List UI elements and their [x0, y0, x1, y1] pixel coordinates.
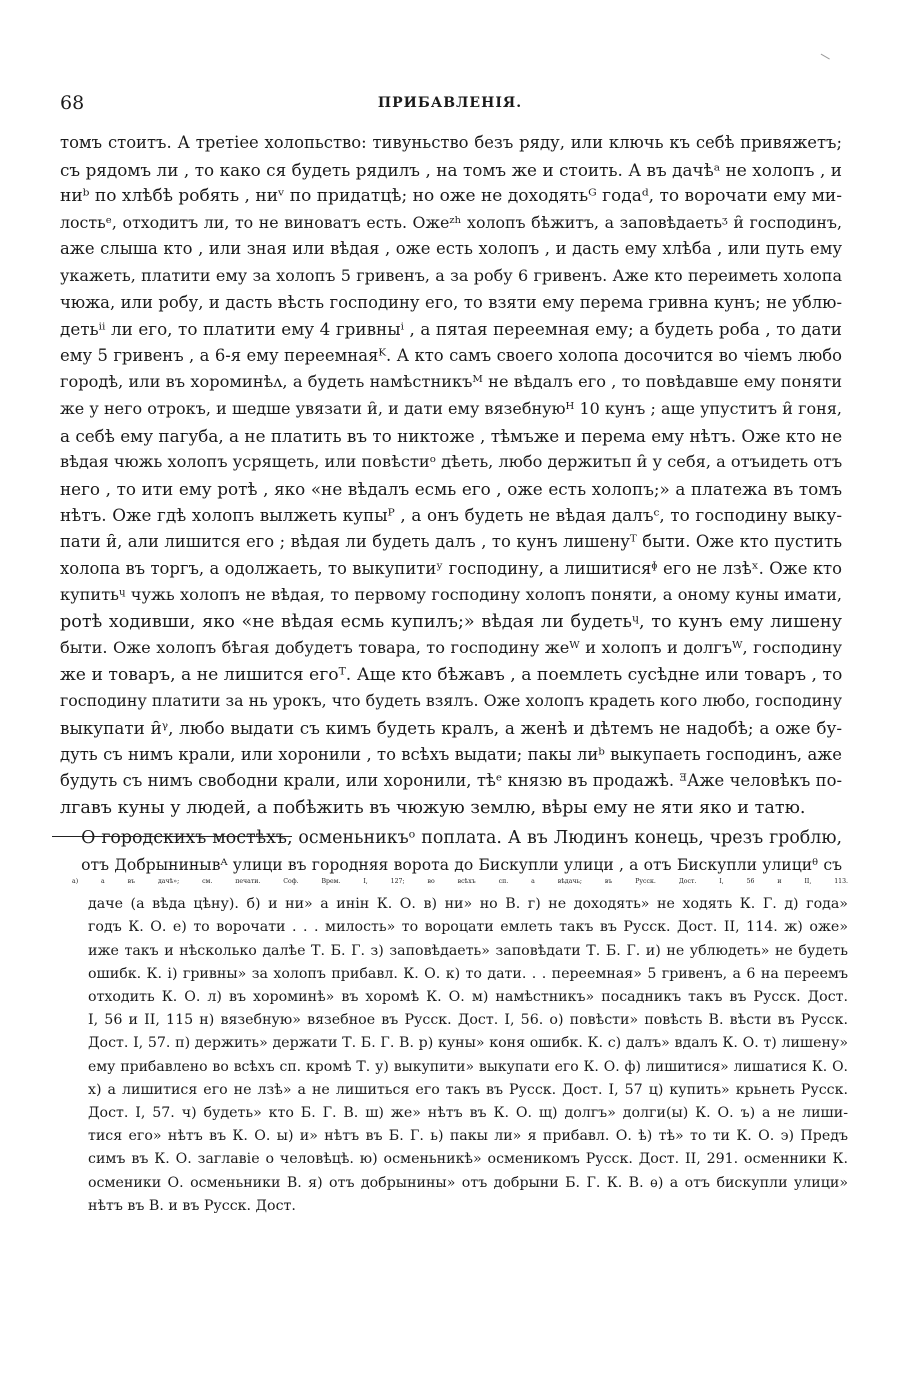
- footnote-line: Дост. І, 57. п) держить» держати Т. Б. Г. В. р) куны» коня ошибк. К. с) далъ» вдалъ К. О. т) лишену»: [88, 1035, 848, 1052]
- footnote-line: отходить К. О. л) въ хороминѣ» въ хоромѣ К. О. м) намѣстникъ» посадникъ такъ въ Русск. Дост.: [88, 989, 848, 1006]
- page-header: [60, 92, 840, 118]
- text-line: быти. Оже холопъ бѣгая добудетъ товара, то господину жеᵂ и холопъ и долгъᵂ, господину: [60, 638, 842, 658]
- text-line: купитьᶣ чужь холопъ не вѣдая, то первому господину холопъ поняти, а оному куны имати,: [60, 585, 842, 605]
- text-line: томъ стоитъ. А третіее холопьство: тивуньство безъ ряду, или ключь къ себѣ привяжетъ;: [60, 133, 842, 152]
- footnote-line: ему прибавлено во всѣхъ сп. кромѣ Т. у) выкупити» выкупати его К. О. ф) лишитися» лишатися К. О.: [88, 1058, 848, 1075]
- text-line: вѣдая чюжь холопъ усрящеть, или повѣстиᵒ дѣеть, любо держитьᴨ и̑ у себя, а отъидеть отъ: [60, 452, 843, 472]
- text-line: пати и̑, али лишится его ; вѣдая ли будеть далъ , то кунъ лишенуᵀ быти. Оже кто пустить: [60, 531, 842, 551]
- footnote-line: І, 56 и ІІ, 115 н) вязебную» вязебное въ Русск. Дост. І, 56. о) повѣсти» повѣсть В. вѣсти въ Русск.: [88, 1012, 848, 1029]
- text-line: же и товаръ, а не лишится егоᵀ. Аще кто бѣжавъ , а поемлеть сусѣдне или товаръ , то: [60, 664, 843, 685]
- footnote-line: ошибк. К. і) гривны» за холопъ прибавл. К. О. к) то дати. . . переемная» 5 гривенъ, а 6 на переемъ: [88, 965, 848, 982]
- text-line: выкупати и̑ᵞ, любо выдати съ кимъ будеть кралъ, а женѣ и дѣтемъ не надобѣ; а оже бу-: [60, 718, 842, 739]
- text-line: него , то ити ему ротѣ , яко «не вѣдалъ есмь его , оже есть холопъ;» а платежа въ томъ: [60, 478, 842, 499]
- text-line: же у него отрокъ, и шедше увязати и̑, и дати ему вязебнуюᴴ 10 кунъ ; аще упуститъ и̑ гоня,: [60, 398, 842, 418]
- text-line: дуть съ нимъ крали, или хоронили , то всѣхъ выдати; пакы лиᵇ выкупаеть господинъ, аже: [60, 744, 842, 764]
- text-line: ротѣ ходивши, яко «не вѣдая есмь купилъ;» вѣдая ли будетьᶣ, то кунъ ему лишену: [60, 611, 842, 632]
- text-line: господину платити за нь урокъ, что будеть взялъ. Оже холопъ крадеть кого любо, господину: [60, 691, 842, 711]
- footnote-divider: [52, 836, 292, 837]
- text-line: холопа въ торгъ, а одолжаеть, то выкупитиʸ господину, а лишитисяᶲ его не лзѣˣ. Оже кто: [60, 558, 842, 578]
- footnote-line: Дост. І, 57. ч) будеть» кто Б. Г. В. ш) же» нѣтъ въ К. О. щ) долгъ» долги(ы) К. О. ъ) а не лиши-: [88, 1105, 848, 1122]
- footnote-line: даче (а вѣда цѣну). б) и ни» а инін К. О. в) ни» но В. г) не доходять» не ходять К. Г. д) года»: [88, 896, 848, 913]
- paragraph-1: [60, 130, 842, 821]
- text-line: а себѣ ему пагуба, а не платить въ то никтоже , тѣмъже и перема ему нѣтъ. Оже кто не: [60, 425, 843, 446]
- footnote-line: симъ въ К. О. заглавіе о человѣцѣ. ю) осменьникѣ» осменикомъ Русск. Дост. ІІ, 291. осменники К.: [88, 1151, 848, 1168]
- text-line: отъ Добрынинывᴬ улици въ городняя ворота до Бискупли улици , а отъ Бискупли улициᶿ съ: [81, 856, 842, 875]
- text-line: ему 5 гривенъ , а 6-я ему переемнаяᴷ. А кто самъ своего холопа досочится во чіемъ любо: [60, 345, 842, 365]
- footnote-line: х) а лишитися его не лзѣ» а не лишиться его такъ въ Русск. Дост. І, 57 ц) купить» крьнеть Русск.: [88, 1081, 848, 1098]
- text-line: детьⁱⁱ ли его, то платити ему 4 гривныⁱ , а пятая переемная ему; а будеть роба , то дати: [60, 319, 842, 340]
- text-line: съ рядомъ ли , то како ся будеть рядилъ , на томъ же и стоить. А въ дачѣᵃ не холопъ , и: [60, 159, 842, 180]
- text-line: лгавъ куны у людей, а побѣжить въ чюжую землю, вѣры ему не яти яко и татю.: [60, 797, 806, 818]
- footnotes: [72, 870, 848, 1218]
- page-number: 68: [60, 92, 85, 114]
- text-line: чюжа, или робу, и дасть вѣсть господину его, то взяти ему перема гривна кунъ; не ублю-: [60, 292, 842, 312]
- text-line: ниᵇ по хлѣбѣ робять , ниᵛ по придатцѣ; но оже не доходятьᴳ годаᵈ, то ворочати ему ми-: [60, 186, 842, 207]
- text-line: О городскихъ мостѣхъ, осменьникъᵒ поплата. А въ Людинъ конець, чрезъ гроблю,: [81, 828, 842, 849]
- main-text: [60, 130, 842, 879]
- text-line: укажеть, платити ему за холопъ 5 гривенъ, а за робу 6 гривенъ. Аже кто переиметь холопа: [60, 265, 842, 285]
- footnote-line: иже такъ и нѣсколько далѣе Т. Б. Г. з) заповѣдаеть» заповѣдати Т. Б. Г. и) не ублюдеть» не будеть: [88, 942, 848, 959]
- running-title: ПРИБАВЛЕНІЯ.: [377, 95, 523, 111]
- footnote-line: а) а въ дачѣ»; см. печати. Соф. Врем. І, 127; во всѣхъ сп. а вѣдачь; въ Русск. Дост. І, 56 и ІІ, 113.: [72, 878, 848, 885]
- text-line: лостьᵉ, отходитъ ли, то не виноватъ есть. Ожеᶻʰ холопъ бѣжитъ, а заповѣдаетьᶾ и̑ господинъ,: [60, 212, 842, 232]
- text-line: аже слыша кто , или зная или вѣдая , оже есть холопъ , и дасть ему хлѣба , или путь ему: [60, 239, 842, 259]
- footnote-line: тися его» нѣтъ въ К. О. ы) и» нѣтъ въ Б. Г. ь) пакы ли» я прибавл. О. ѣ) тѣ» то ти К. О. э) Предъ: [88, 1128, 848, 1145]
- scan-mark: [820, 54, 830, 61]
- footnote-line: годъ К. О. е) то ворочати . . . милость» то вороцати емлеть такъ въ Русск. Дост. ІІ, 114. ж) оже»: [88, 919, 848, 936]
- footnote-line: нѣтъ въ В. и въ Русск. Дост.: [88, 1197, 296, 1214]
- text-line: городѣ, или въ хороминѣᴧ, а будеть намѣстникъᴹ не вѣдалъ его , то повѣдавше ему поняти: [60, 372, 842, 392]
- text-line: будуть съ нимъ свободни крали, или хоронили, тѣᵉ князю въ продажѣ. ᴲАже человѣкъ по-: [60, 771, 842, 791]
- footnote-line: осменики О. осменьники В. я) отъ добрынины» отъ добрыни Б. Г. К. В. ѳ) а отъ бискупли улици»: [88, 1174, 848, 1191]
- text-line: нѣтъ. Оже гдѣ холопъ вылжеть купыᴾ , а онъ будеть не вѣдая далъᶜ, то господину выку-: [60, 505, 842, 526]
